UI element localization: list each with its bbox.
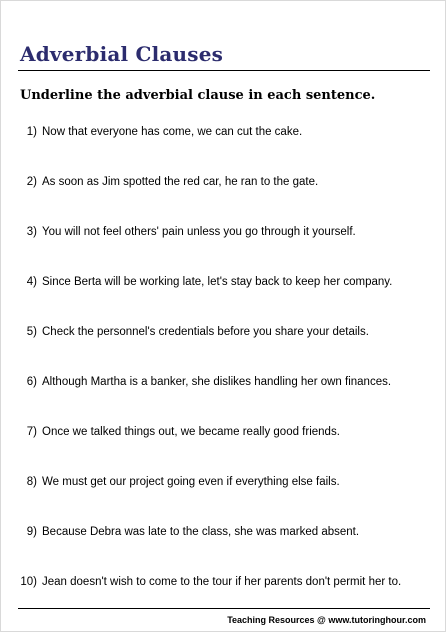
question-text: Jean doesn't wish to come to the tour if her parents don't permit her to. — [42, 576, 402, 588]
question-item — [15, 572, 435, 592]
question-number: 9) — [26, 526, 37, 538]
footer-credit: Teaching Resources @ www.tutoringhour.com — [227, 615, 426, 625]
question-item — [15, 522, 435, 542]
instructions: Underline the adverbial clause in each sentence. — [20, 88, 376, 103]
question-text: Since Berta will be working late, let's stay back to keep her company. — [42, 276, 393, 288]
question-item — [15, 172, 435, 192]
question-text: Now that everyone has come, we can cut the cake. — [42, 126, 303, 138]
question-item — [15, 472, 435, 492]
question-number: 1) — [26, 126, 37, 138]
question-text: Because Debra was late to the class, she was marked absent. — [42, 526, 360, 538]
question-item — [15, 322, 435, 342]
question-text: You will not feel others' pain unless you go through it yourself. — [42, 226, 356, 238]
question-item — [15, 122, 435, 142]
question-number: 7) — [26, 426, 37, 438]
question-number: 8) — [26, 476, 37, 488]
question-text: Once we talked things out, we became really good friends. — [42, 426, 340, 438]
question-number: 3) — [26, 226, 37, 238]
question-text: Although Martha is a banker, she dislikes handling her own finances. — [42, 376, 392, 388]
question-item — [15, 272, 435, 292]
page-title: Adverbial Clauses — [20, 42, 224, 66]
question-number: 2) — [26, 176, 37, 188]
question-item — [15, 222, 435, 242]
title-divider — [18, 70, 430, 71]
question-item — [15, 372, 435, 392]
question-text: We must get our project going even if everything else fails. — [42, 476, 340, 488]
question-number: 4) — [26, 276, 37, 288]
footer-divider — [18, 608, 430, 609]
question-text: As soon as Jim spotted the red car, he ran to the gate. — [42, 176, 319, 188]
question-text: Check the personnel's credentials before you share your details. — [42, 326, 369, 338]
question-number: 10) — [20, 576, 37, 588]
question-number: 6) — [26, 376, 37, 388]
question-number: 5) — [26, 326, 37, 338]
question-item — [15, 422, 435, 442]
